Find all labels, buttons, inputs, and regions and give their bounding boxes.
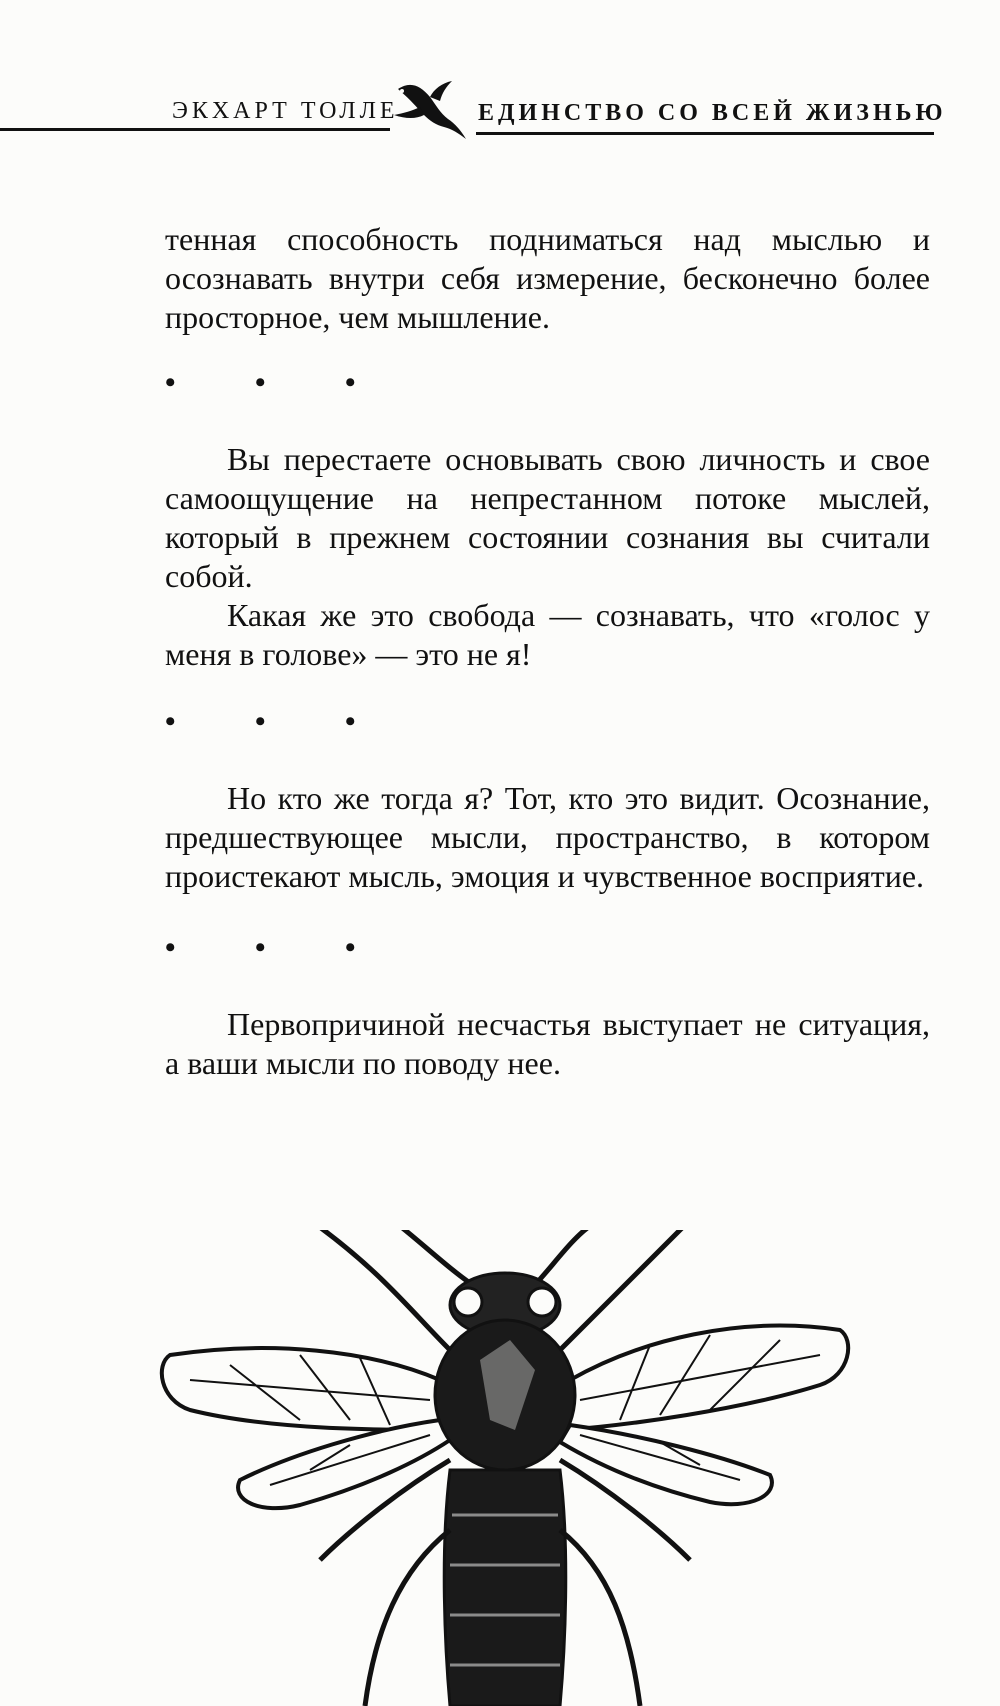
wasp-engraving (150, 1230, 930, 1706)
paragraph-continued: тенная способность подниматься над мыслью и осознавать внутри себя измерение, бесконечно более просторное, чем мышление. (165, 221, 930, 335)
section-separator: • • • (165, 931, 392, 964)
bird-icon (390, 75, 474, 145)
section-separator: • • • (165, 705, 392, 738)
paragraph: Первопричиной несчастья выступает не ситуация, а ваши мысли по поводу нее. (165, 1006, 930, 1081)
header-rule-right (476, 132, 934, 135)
page-body (165, 220, 930, 1083)
paragraph: Вы перестаете основывать свою личность и свое самоощущение на непрестанном потоке мыслей, который в прежнем состоянии сознания вы считали собой. (165, 441, 930, 594)
paragraph: Какая же это свобода — сознавать, что «голос у меня в голове» — это не я! (165, 597, 930, 672)
running-header (0, 70, 1000, 150)
paragraph: Но кто же тогда я? Тот, кто это видит. Осознание, предшествующее мысли, пространство, в котором проистекают мысль, эмоция и чувственное восприятие. (165, 780, 930, 894)
header-book-title: ЕДИНСТВО СО ВСЕЙ ЖИЗНЬЮ (478, 100, 947, 126)
section-separator: • • • (165, 366, 392, 399)
header-author: ЭКХАРТ ТОЛЛЕ (172, 98, 399, 124)
header-rule-left (0, 128, 390, 131)
